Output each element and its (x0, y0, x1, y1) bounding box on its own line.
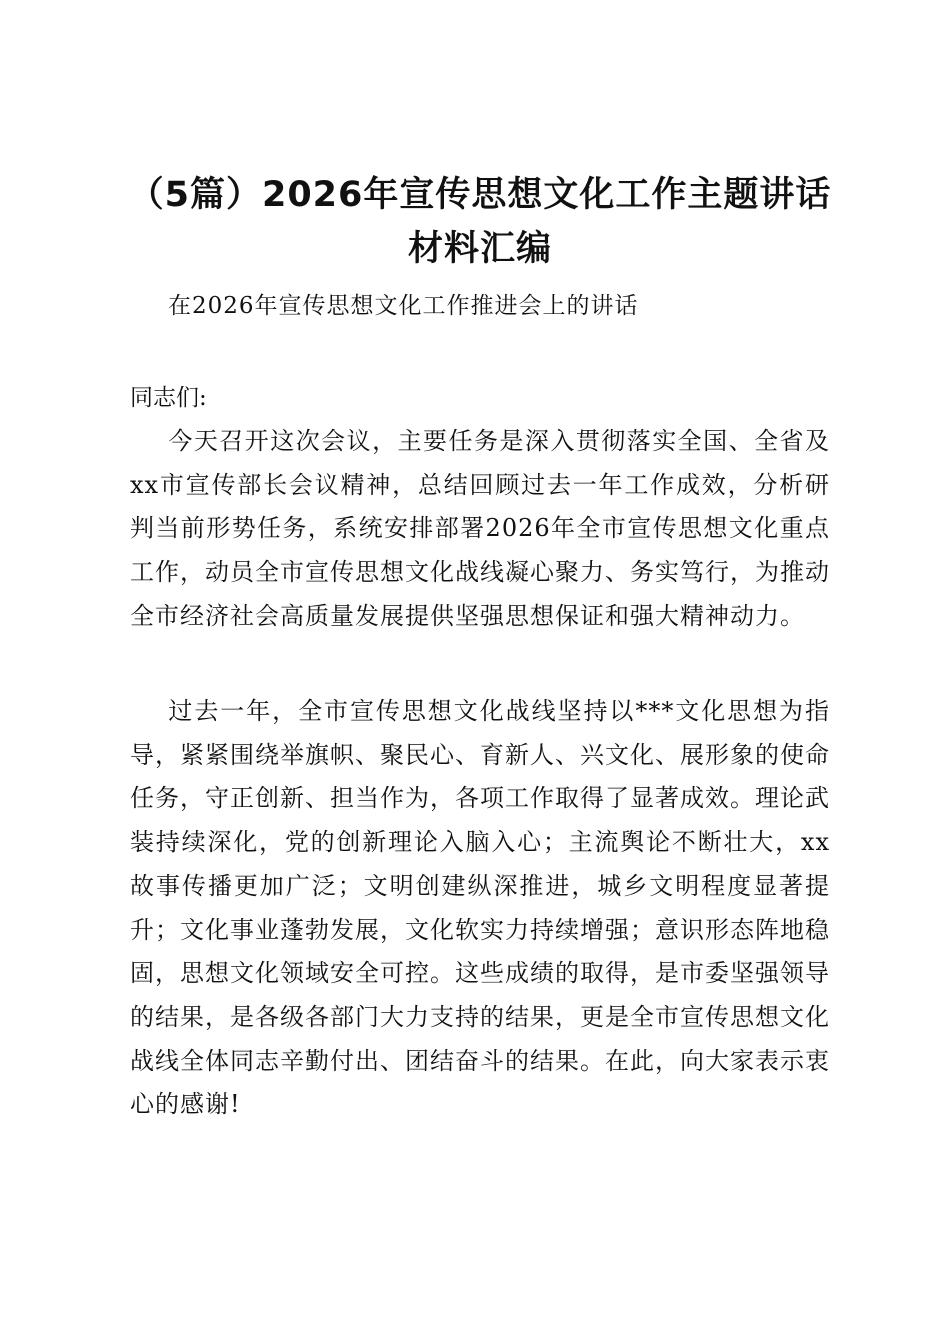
body-paragraph-2: 过去一年，全市宣传思想文化战线坚持以***文化思想为指导，紧紧围绕举旗帜、聚民心、育新人、兴文化、展形象的使命任务，守正创新、担当作为，各项工作取得了显著成效。理论武装持续深化，党的创新理论入脑入心；主流舆论不断壮大，xx故事传播更加广泛；文明创建纵深推进，城乡文明程度显著提升；文化事业蓬勃发展，文化软实力持续增强；意识形态阵地稳固，思想文化领域安全可控。这些成绩的取得，是市委坚强领导的结果，是各级各部门大力支持的结果，更是全市宣传思想文化战线全体同志辛勤付出、团结奋斗的结果。在此，向大家表示衷心的感谢! (130, 697, 830, 1119)
document-title: （5篇）2026年宣传思想文化工作主题讲话材料汇编 (128, 175, 832, 269)
body-paragraph-1: 今天召开这次会议，主要任务是深入贯彻落实全国、全省及xx市宣传部长会议精神，总结回顾过去一年工作成效，分析研判当前形势任务，系统安排部署2026年全市宣传思想文化重点工作，动员全市宣传思想文化战线凝心聚力、务实笃行，为推动全市经济社会高质量发展提供坚强思想保证和强大精神动力。 (130, 427, 830, 630)
speech-title: 在2026年宣传思想文化工作推进会上的讲话 (168, 293, 639, 319)
salutation: 同志们: (130, 385, 207, 411)
